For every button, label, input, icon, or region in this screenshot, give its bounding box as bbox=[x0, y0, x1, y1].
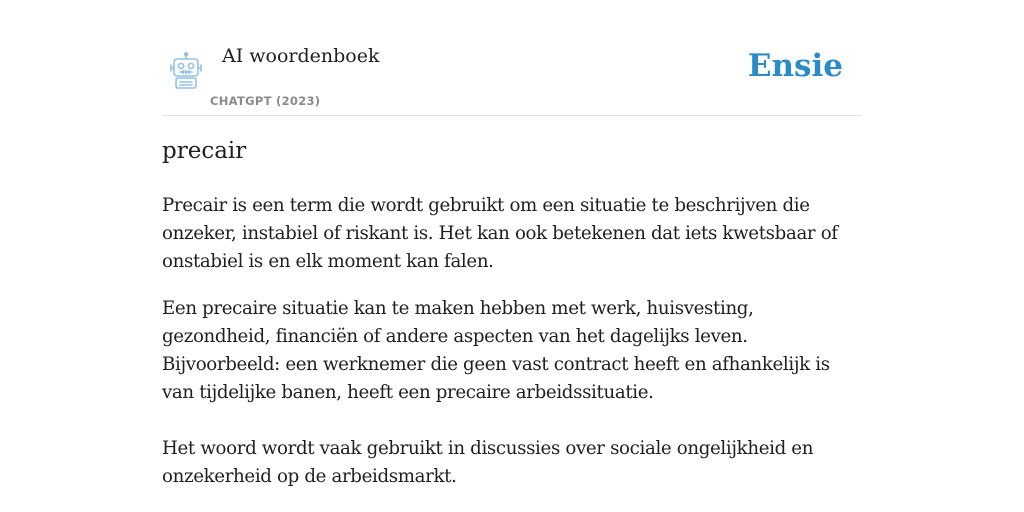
definition-paragraph: Een precaire situatie kan te maken hebben met werk, huisvesting, gezondheid, financiën of andere aspecten van het dagelijks leven. Bijvoorbeeld: een werknemer die geen vast contract heeft en afhankelijk is van tijdelijke banen, heeft een precaire arbeidssituatie. bbox=[162, 298, 830, 403]
entry-term: precair bbox=[162, 138, 247, 164]
entry-header bbox=[162, 0, 862, 116]
definition-paragraph: Het woord wordt vaak gebruikt in discussies over sociale ongelijkheid en onzekerheid op de arbeidsmarkt. bbox=[162, 438, 814, 487]
entry-card bbox=[162, 0, 862, 512]
definition-paragraph: Precair is een term die wordt gebruikt om een situatie te beschrijven die onzeker, instabiel of riskant is. Het kan ook betekenen dat iets kwetsbaar of onstabiel is en elk moment kan falen. bbox=[162, 195, 838, 272]
robot-icon bbox=[166, 52, 206, 90]
brand-logo[interactable]: Ensie bbox=[747, 48, 843, 84]
source-label: CHATGPT (2023) bbox=[210, 94, 321, 108]
dictionary-name: AI woordenboek bbox=[222, 45, 380, 67]
